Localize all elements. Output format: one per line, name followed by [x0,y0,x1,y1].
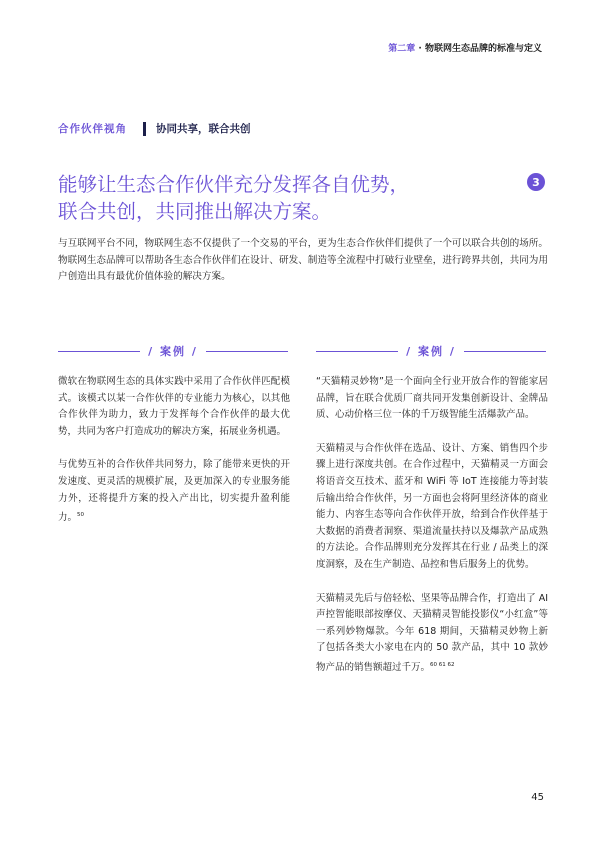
intro-paragraph: 与互联网平台不同，物联网生态不仅提供了一个交易的平台，更为生态合作伙伴们提供了一个可以联合共创的场所。物联网生态品牌可以帮助各生态合作伙伴们在设计、研发、制造等全流程中打破行业壁垒，进行跨界共创，共同为用户创造出具有最优价值体验的解决方案。 [58,238,548,282]
case-right-paragraph-2: 天猫精灵与合作伙伴在选品、设计、方案、销售四个步骤上进行深度共创。在合作过程中，天猫精灵一方面会将语音交互技术、蓝牙和 WiFi 等 IoT 连接能力等封装后输出给合作伙伴，另一方面也会将阿里经济体的商业能力、内容生态等向合作伙伴开放，给到合作伙伴基于大数据的消费者洞察、渠道流量扶持以及爆款产品成熟的方法论。合作品牌则充分发挥其在行业 / 品类上的深度洞察，及在生产制造、品控和售后服务上的优势。 [316,442,548,570]
headline [58,171,498,225]
number-badge: 3 [527,173,545,191]
case-left-paragraph-2: 与优势互补的合作伙伴共同努力，除了能带来更快的开发速度、更灵活的规模扩展，及更加深入的专业服务能力外，还将提升方案的投入产出比，切实提升盈利能力。$^{50}$ [58,459,290,524]
page-number: 45 [531,792,544,803]
case-label: / 案例 / [148,345,198,358]
section-tag [58,121,251,136]
divider-line [464,351,546,352]
headline-line-1: 能够让生态合作伙伴充分发挥各自优势， [58,173,410,196]
reference-superscript: 60 61 62 [430,661,455,668]
case-title-right [316,343,546,359]
case-left-paragraph-1: 微软在物联网生态的具体实践中采用了合作伙伴匹配模式。该模式以某一合作伙伴的专业能力为核心，以其他合作伙伴为助力，致力于发挥每个合作伙伴的最大优势，共同为客户打造成功的解决方案，拓展业务机遇。 [58,376,290,437]
section-label: 合作伙伴视角 [58,123,127,135]
case-right-paragraph-3: 天猫精灵先后与倍轻松、坚果等品牌合作，打造出了 AI 声控智能眼部按摩仪、天猫精灵智能投影仪“小红盒”等一系列妙物爆款。今年 618 期间，天猫精灵妙物上新了包括各类大小家电在内的 50 款产品，其中 10 款妙物产品的销售额超过千万。$^{60 61 62}$ [316,592,548,674]
case-left-body [58,374,290,544]
headline-line-2: 联合共创，共同推出解决方案。 [58,200,332,223]
divider-line [206,351,288,352]
divider-line [316,351,398,352]
chapter-separator: · [415,44,425,54]
chapter-number: 第二章 [388,44,416,54]
chapter-header [388,41,542,54]
divider-line [58,351,140,352]
case-right-body [316,374,548,694]
case-label: / 案例 / [406,345,456,358]
section-divider [143,122,146,136]
case-title-left [58,343,288,359]
chapter-title: 物联网生态品牌的标准与定义 [424,44,542,54]
reference-superscript: 50 [77,512,85,519]
section-subtitle: 协同共享，联合共创 [156,123,251,135]
case-right-paragraph-1: “天猫精灵妙物”是一个面向全行业开放合作的智能家居品牌，旨在联合优质厂商共同开发集创新设计、金牌品质、心动价格三位一体的千万级智能生活爆款产品。 [316,376,548,421]
